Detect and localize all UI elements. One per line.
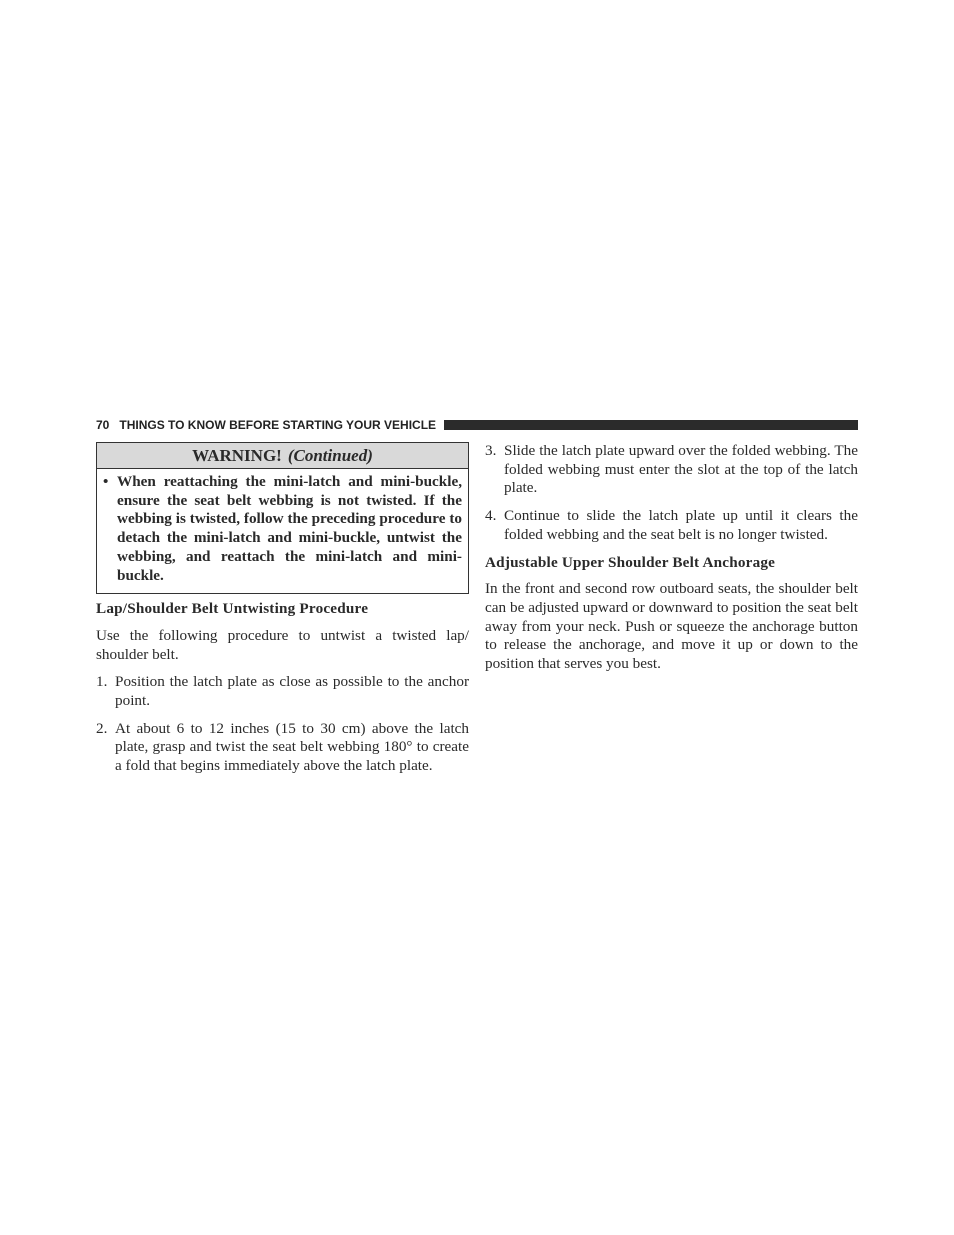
list-item-number: 2. [96, 719, 108, 737]
right-column [485, 442, 858, 674]
list-item-text: Position the latch plate as close as possible to the anchor point. [115, 673, 469, 710]
left-column [96, 442, 469, 776]
list-item-text: At about 6 to 12 inches (15 to 30 cm) above the latch plate, grasp and twist the seat belt webbing 180° to create a fold that begins immediately above the latch plate. [115, 719, 469, 775]
warning-bullet-text: When reattaching the mini-latch and mini-buckle, ensure the seat belt webbing is not twisted. If the webbing is twisted, follow the preceding procedure to detach the mini-latch and mini-buckle, untwist the webbing, and reattach the mini-latch and mini-buckle. [117, 473, 462, 584]
bullet-icon: • [103, 473, 109, 490]
warning-title [97, 443, 468, 469]
list-item-number: 1. [96, 673, 108, 691]
list-item-text: Slide the latch plate upward over the folded webbing. The folded webbing must enter the slot at the top of the latch plate. [504, 442, 858, 497]
lap-section-intro: Use the following procedure to untwist a twisted lap/ shoulder belt. [96, 626, 469, 663]
list-item-text: Continue to slide the latch plate up until it clears the folded webbing and the seat belt is no longer twisted. [504, 507, 858, 543]
page-number: 70 [96, 418, 110, 432]
list-item-number: 3. [485, 442, 497, 459]
warning-bullet [103, 473, 462, 585]
list-item [485, 507, 858, 544]
warning-body [97, 469, 468, 593]
header-bar [444, 420, 858, 430]
warning-label: WARNING! [192, 446, 282, 465]
lap-section-heading: Lap/Shoulder Belt Untwisting Procedure [96, 600, 369, 618]
anchorage-paragraph: In the front and second row outboard seats, the shoulder belt can be adjusted upward or downward to position the seat belt away from your neck. Push or squeeze the anchorage button to release the anchorage, and move it up or down to the position that serves you best. [485, 580, 858, 673]
warning-box [96, 442, 469, 594]
list-item [96, 720, 469, 776]
anchorage-section-heading: Adjustable Upper Shoulder Belt Anchorage [485, 553, 776, 571]
list-item [96, 673, 469, 710]
section-title: THINGS TO KNOW BEFORE STARTING YOUR VEHICLE [119, 418, 437, 432]
warning-continued: (Continued) [287, 446, 373, 465]
list-item-number: 4. [485, 507, 497, 525]
page-header [96, 418, 858, 432]
list-item [485, 442, 858, 498]
